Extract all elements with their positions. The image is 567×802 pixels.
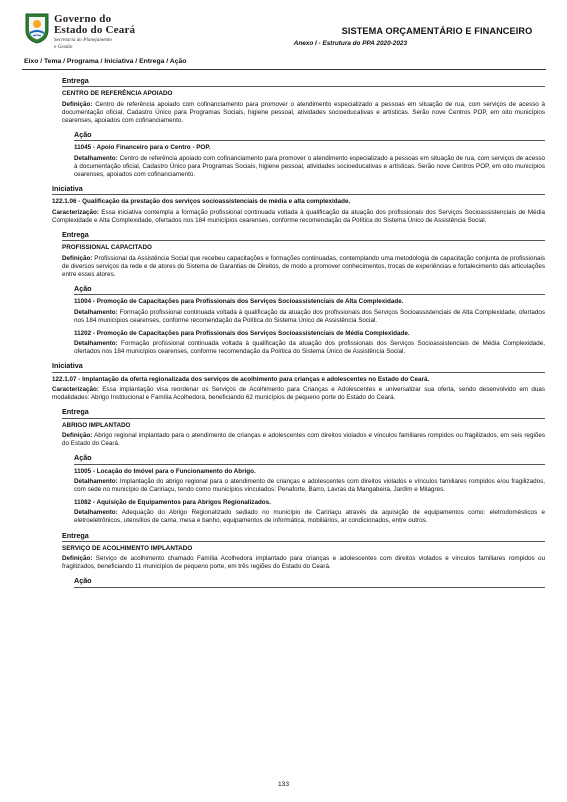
definition-text: Profissional da Assistência Social que recebeu capacitações e formações continuadas, contemplando uma metodologia de capacitação conjunta de profissionais de diversos serviços da rede e de atores do Sistema de Garantias de Direitos, de modo a promover conhecimentos, trocas de experiências e fortalecimento das articulações entre esses atores.	[62, 254, 545, 278]
acao-detail	[74, 309, 545, 325]
iniciativa-section	[52, 361, 545, 402]
header-divider	[22, 69, 546, 70]
detail-text: Implantação do abrigo regional para o atendimento de crianças e adolescentes com direitos violados e vínculos familiares rompidos e/ou fragilizados, com sede no município de Caririaçu, tendo como municípios vinculados: Penaforte, Barro, Lavras da Mangabeira, Jardim e Milagres.	[74, 477, 545, 493]
acao-detail	[74, 509, 545, 525]
detail-text: Formação profissional continuada voltada à qualificação da atuação dos profissionais dos Serviços Socioassistenciais de Alta Complexidade, ofertados nos 184 municípios cearenses, conforme recomendação da Política do Sistema Único de Assistência Social.	[74, 308, 545, 324]
iniciativa-section	[52, 184, 545, 225]
breadcrumb: Eixo / Tema / Programa / Iniciativa / Entrega / Ação	[24, 58, 187, 65]
entrega-section	[62, 76, 545, 125]
acao-title: 11004 - Promoção de Capacitações para Profissionais dos Serviços Socioassistenciais de Alta Complexidade.	[74, 298, 404, 306]
entrega-definition	[62, 101, 545, 126]
logo-text	[54, 14, 135, 50]
detail-label: Detalhamento:	[74, 340, 118, 348]
definition-label: Definição:	[62, 254, 93, 262]
characterization-text: Essa implantação visa reordenar os Serviços de Acolhimento para Crianças e Adolescentes e universalizar sua oferta, sendo desenvolvido em duas modalidades: Abrigo Institucional e Família Acolhedora, beneficiando 62 municípios de pequeno porte do Estado do Ceará.	[52, 385, 546, 402]
characterization-label: Caracterização:	[52, 385, 99, 393]
page-header	[0, 0, 567, 58]
entrega-title: CENTRO DE REFERÊNCIA APOIADO	[62, 90, 173, 98]
acao-title: 11202 - Promoção de Capacitações para Profissionais dos Serviços Socioassistenciais de Média Complexidade.	[74, 329, 410, 337]
entrega-definition	[62, 432, 545, 448]
acao-section	[74, 453, 545, 525]
logo-secretaria: Secretaria do Planejamento	[54, 37, 113, 43]
entrega-section	[62, 531, 545, 572]
acao-section	[74, 130, 545, 179]
entrega-definition	[62, 255, 545, 280]
acao-detail	[74, 478, 545, 494]
definition-label: Definição:	[62, 100, 93, 108]
iniciativa-heading: Iniciativa	[52, 184, 545, 195]
acao-detail	[74, 340, 545, 356]
state-crest-icon	[24, 12, 50, 44]
definition-label: Definição:	[62, 555, 93, 563]
entrega-heading: Entrega	[62, 531, 545, 542]
detail-text: Adequação do Abrigo Regionalizado sediado no município de Caririaçu através da aquisição de equipamentos como: eletrodomésticos e eletroeletrônicos, utensílios de cama, mesa e banho, equipamentos de informática, mobiliários, ar condicionados, entre outros.	[74, 509, 546, 525]
iniciativa-characterization	[52, 386, 545, 402]
definition-text: Centro de referência apoiado com cofinanciamento para promover o atendimento especializado a pessoas em situação de rua, com serviços de acesso à documentação oficial, Cadastro Único para Programas Sociais, higiene pessoal, atividades socioeducativas e artísticas. Serão nove Centros POP, em oito municípios cearenses, apoiados com cofinanciamento.	[62, 100, 546, 124]
acao-heading: Ação	[74, 284, 545, 295]
entrega-definition	[62, 555, 545, 571]
acao-heading: Ação	[74, 576, 545, 587]
entrega-title: SERVIÇO DE ACOLHIMENTO IMPLANTADO	[62, 544, 193, 552]
acao-section	[74, 576, 545, 587]
acao-title: 11045 - Apoio Financeiro para o Centro - POP.	[74, 144, 211, 152]
acao-heading: Ação	[74, 453, 545, 464]
entrega-section	[62, 230, 545, 279]
document-body	[52, 76, 545, 591]
entrega-heading: Entrega	[62, 407, 545, 418]
definition-label: Definição:	[62, 431, 93, 439]
acao-detail	[74, 155, 545, 180]
logo-line2: Estado do Ceará	[54, 24, 136, 36]
detail-label: Detalhamento:	[74, 154, 118, 162]
acao-heading: Ação	[74, 130, 545, 141]
definition-text: Abrigo regional implantado para o atendimento de crianças e adolescentes com direitos violados e vínculos familiares rompidos ou fragilizados, em seis regiões do Estado do Ceará.	[62, 431, 545, 447]
detail-text: Centro de referência apoiado com cofinanciamento para promover o atendimento especializado a pessoas em situação de rua, com serviços de acesso à documentação oficial, Cadastro Único para Programas Sociais, higiene pessoal, atividades socioeducativas e artísticas. Serão nove Centros POP, em oito municípios cearenses, apoiados com cofinanciamento.	[74, 154, 546, 178]
iniciativa-characterization	[52, 209, 545, 225]
logo-secretaria2: e Gestão	[54, 44, 73, 50]
entrega-heading: Entrega	[62, 230, 545, 241]
entrega-heading: Entrega	[62, 76, 545, 87]
iniciativa-heading: Iniciativa	[52, 361, 545, 372]
entrega-section	[62, 407, 545, 448]
detail-text: Formação profissional continuada voltada à qualificação da atuação dos profissionais dos Serviços Socioassistenciais de Média Complexidade, ofertados nos 184 municípios cearenses, conforme recomendação da Política do Sistema Único de Assistência Social.	[74, 340, 545, 356]
detail-label: Detalhamento:	[74, 509, 118, 517]
logo-line1: Governo do	[54, 13, 112, 25]
page-number: 133	[277, 781, 289, 788]
government-logo	[24, 12, 156, 52]
system-title: SISTEMA ORÇAMENTÁRIO E FINANCEIRO	[341, 26, 533, 36]
document-subtitle: Anexo I - Estrutura do PPA 2020-2023	[293, 40, 407, 47]
entrega-title: ABRIGO IMPLANTADO	[62, 421, 131, 429]
detail-label: Detalhamento:	[74, 477, 118, 485]
detail-label: Detalhamento:	[74, 308, 118, 316]
iniciativa-title: 122.1.06 - Qualificação da prestação dos serviços socioassistenciais de média e alta complexidade.	[52, 198, 351, 206]
characterization-label: Caracterização:	[52, 208, 99, 216]
entrega-title: PROFISSIONAL CAPACITADO	[62, 244, 152, 252]
iniciativa-title: 122.1.07 - Implantação da oferta regionalizada dos serviços de acolhimento para crianças e adolescentes no Estado do Ceará.	[52, 375, 430, 383]
characterization-text: Essa iniciativa contempla a formação profissional continuada voltada à qualificação da atuação dos profissionais dos Serviços Socioassistenciais de Média Complexidade e Alta Complexidade, ofertados nos 184 municípios cearenses, conforme recomendação da Política do Sistema Único de Assistência Social.	[52, 208, 545, 224]
acao-title: 11082 - Aquisição de Equipamentos para Abrigos Regionalizados.	[74, 499, 271, 507]
acao-title: 11005 - Locação do Imóvel para o Funcionamento do Abrigo.	[74, 467, 256, 475]
acao-section	[74, 284, 545, 356]
definition-text: Serviço de acolhimento chamado Família Acolhedora implantado para crianças e adolescentes com direitos violados e vínculos familiares rompidos ou fragilizados, beneficiando 11 municípios de pequeno porte, em três regiões do Estado do Ceará.	[62, 555, 546, 571]
